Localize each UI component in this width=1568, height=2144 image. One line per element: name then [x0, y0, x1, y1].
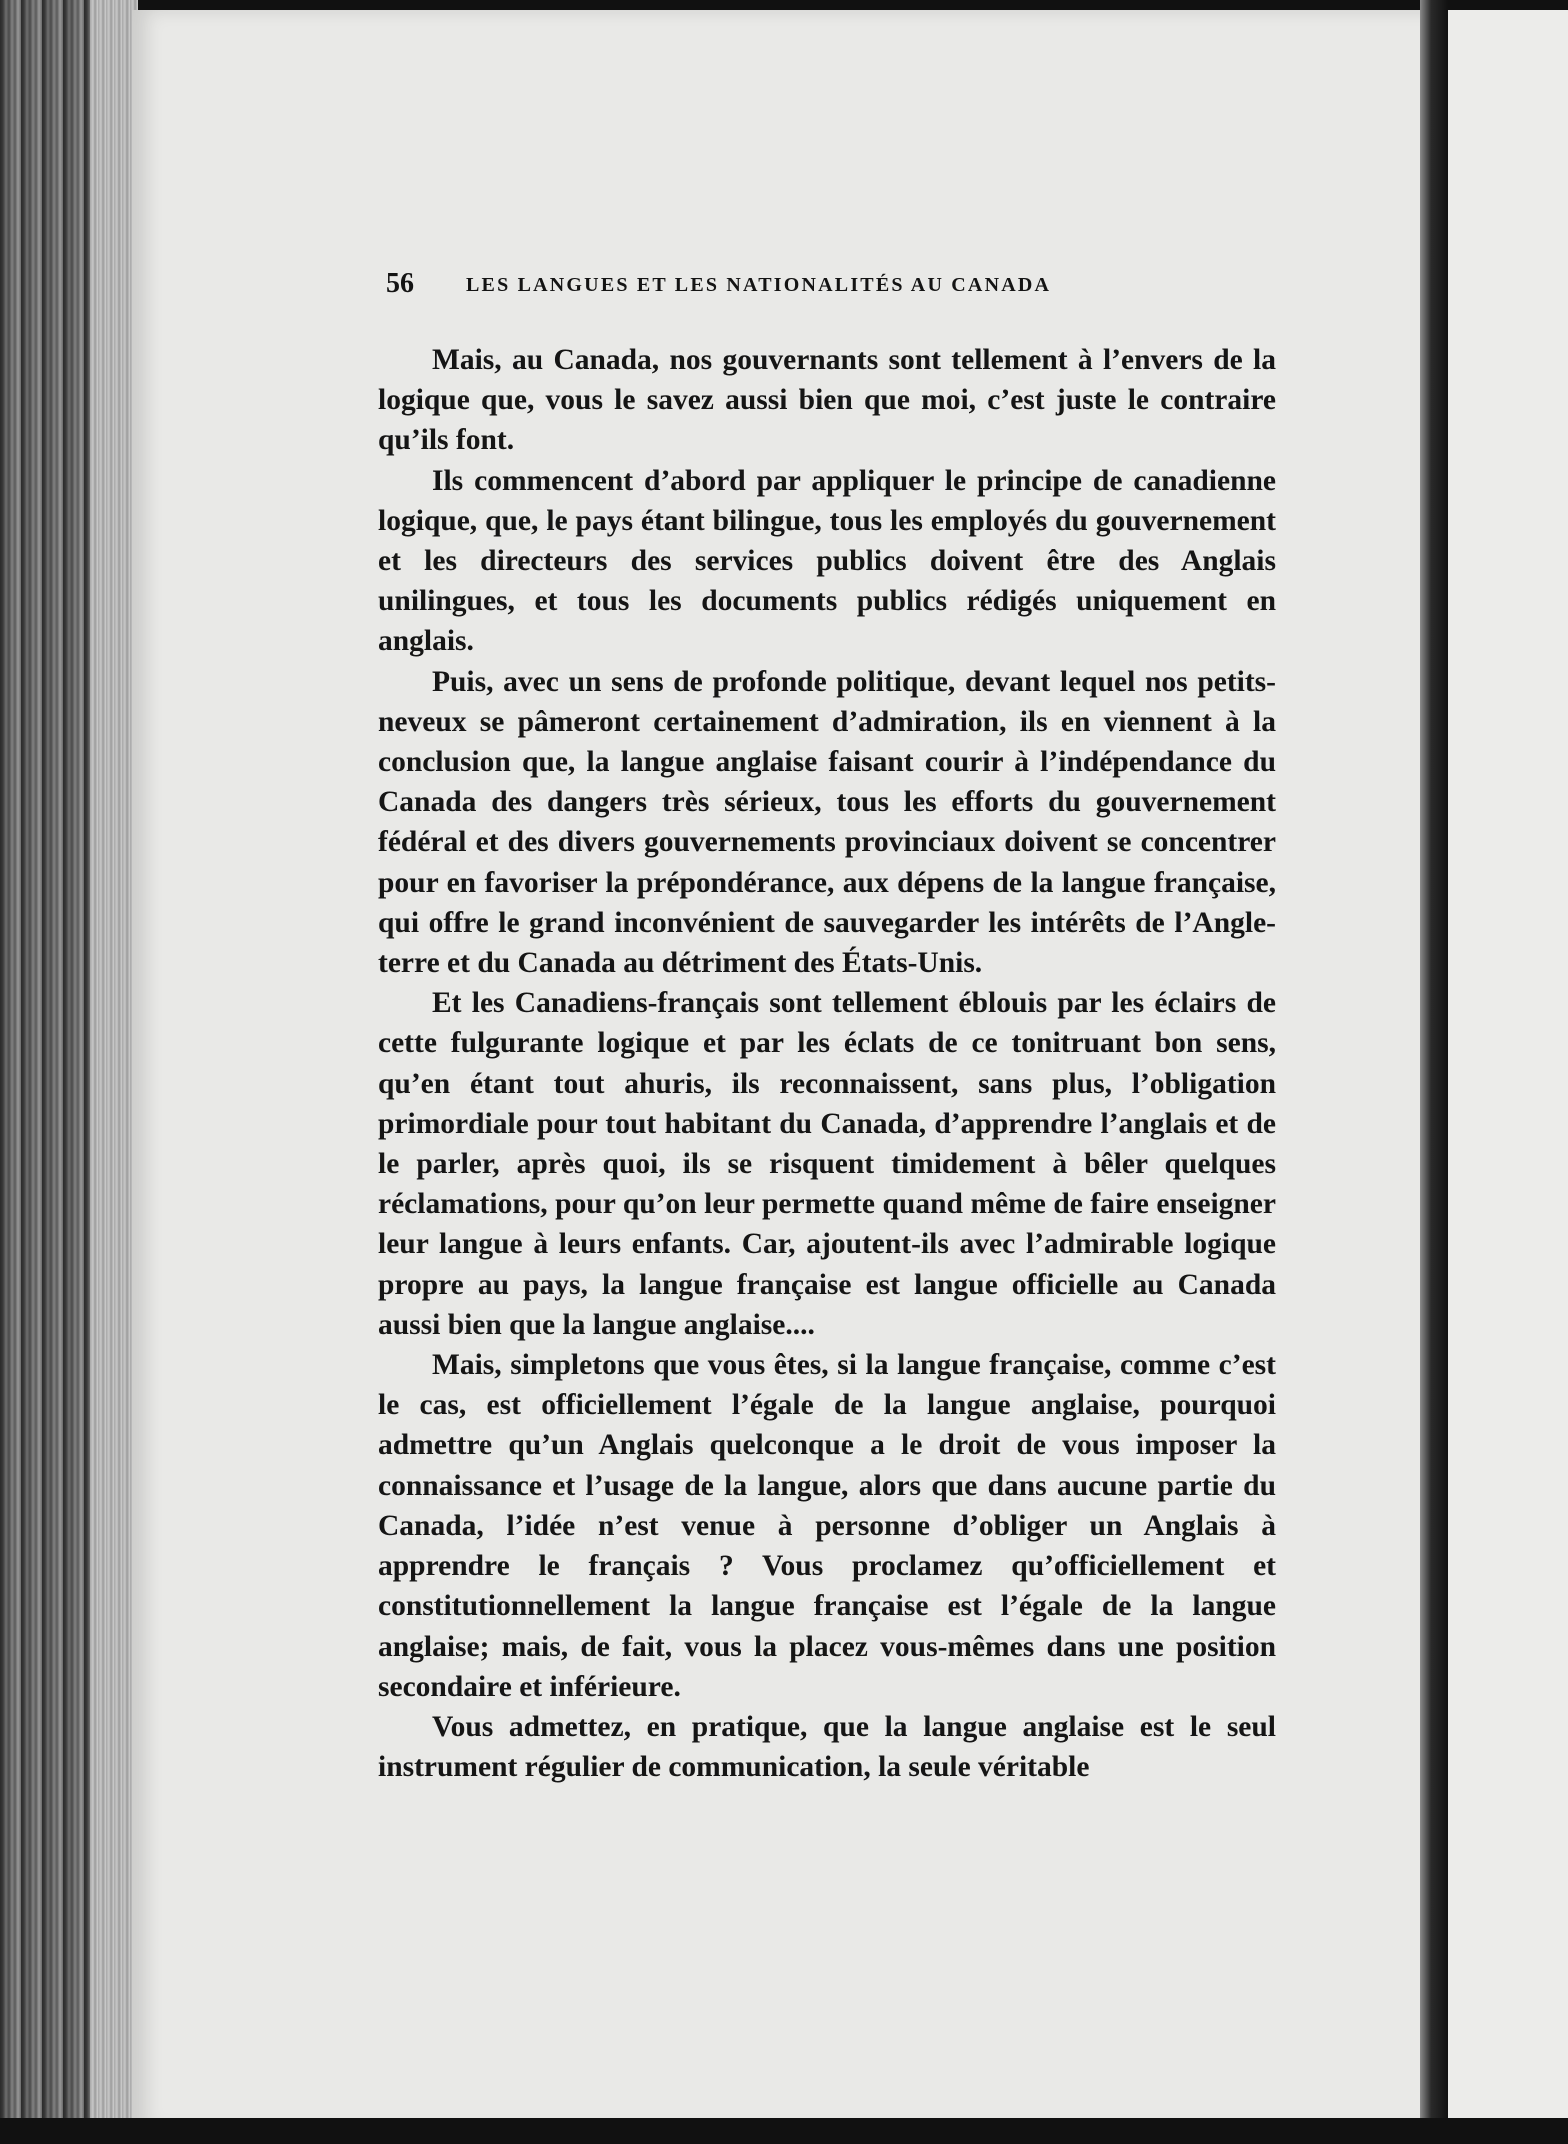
- page-number: 56: [386, 268, 414, 299]
- paragraph: Mais, au Canada, nos gouvernants sont tellement à l’envers de la logique que, vous le savez aussi bien que moi, c’est juste le contraire qu’ils font.: [378, 344, 1276, 457]
- book-gutter: [1420, 0, 1448, 2144]
- scan-bottom-border: [0, 2118, 1568, 2144]
- page-body: [378, 340, 1276, 1787]
- paragraph: Mais, simpletons que vous êtes, si la langue française, comme c’est le cas, est officiellement l’égale de la langue anglaise, pourquoi admettre qu’un Anglais quelconque a le droit de vous imposer la connaissance et l’usage de la langue, alors que dans aucune partie du Canada, l’idée n’est venue à personne d’obliger un Anglais à apprendre le français ? Vous proclamez qu’officiellement et constitutionnellement la langue française est l’égale de la langue anglaise; mais, de fait, vous la placez vous-mêmes dans une position secondaire et inférieure.: [378, 1349, 1276, 1703]
- page-header: [386, 268, 1276, 308]
- running-title: LES LANGUES ET LES NATIONALITÉS AU CANADA: [466, 274, 1052, 296]
- paragraph: Vous admettez, en pratique, que la langue anglaise est le seul instrument régulier de communication, la seule véritable: [378, 1710, 1276, 1784]
- paragraph: Et les Canadiens-français sont tellement éblouis par les éclairs de cette fulgurante logique et par les éclats de ce tonitruant bon sens, qu’en étant tout ahuris, ils reconnaissent, sans plus, l’obligation primordiale pour tout habitant du Canada, d’apprendre l’anglais et de le parler, après quoi, ils se risquent timidement à bêler quelques réclamations, pour qu’on leur permette quand même de faire enseigner leur langue à leurs enfants. Car, ajoutent-ils avec l’admirable logique propre au pays, la langue française est langue officielle au Canada aussi bien que la langue anglaise....: [378, 987, 1276, 1341]
- paragraph: Puis, avec un sens de profonde politique, devant lequel nos petits-neveux se pâmeront certainement d’admiration, ils en viennent à la conclusion que, la langue anglaise faisant courir à l’indépendance du Canada des dangers très sérieux, tous les efforts du gouvernement fédéral et des divers gouvernements provinciaux doivent se concentrer pour en favoriser la prépondérance, aux dépens de la langue française, qui offre le grand inconvénient de sauvegarder les intérêts de l’Angleterre et du Canada au détriment des États-Unis.: [378, 665, 1276, 980]
- facing-page-edge: [1448, 10, 1568, 2144]
- book-page-edges: [0, 0, 138, 2144]
- paragraph: Ils commencent d’abord par appliquer le principe de canadienne logique, que, le pays étant bilingue, tous les employés du gouvernement et les directeurs des services publics doivent être des Anglais unilingues, et tous les documents publics rédigés uniquement en anglais.: [378, 464, 1276, 658]
